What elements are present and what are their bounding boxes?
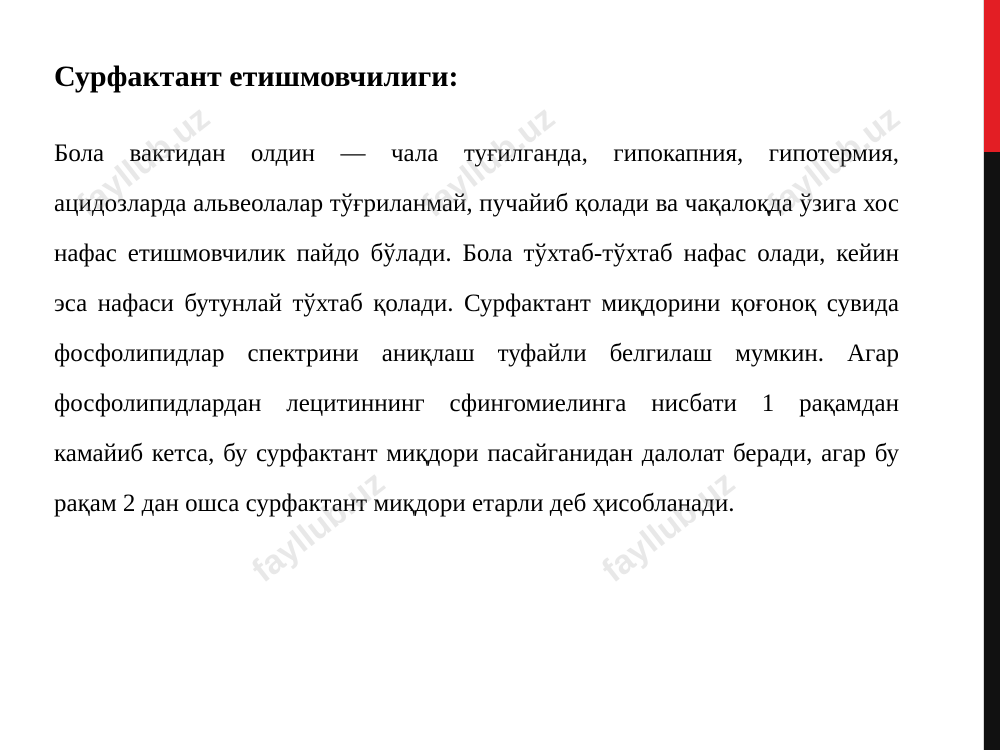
watermark: fayllub.uz (415, 98, 562, 225)
watermark: fayllub.uz (70, 98, 217, 225)
watermark: fayllub.uz (245, 463, 392, 590)
accent-divider-line (983, 0, 984, 750)
slide-body-text: Бола вактидан олдин — чала туғилганда, гипокапния, гипотермия, ацидозларда альвеолалар тўғриланмай, пучайиб қолади ва чақалоқда ўзига хос нафас етишмовчилик пайдо бўлади. Бола тўхтаб-тўхтаб нафас олади, кейин эса нафаси бутунлай тўхтаб қолади. Сурфактант миқдорини қоғоноқ сувида фосфолипидлар спектрини аниқлаш туфайли белгилаш мумкин. Агар фосфолипидлардан лецитиннинг сфингомиелинга нисбати 1 рақамдан камайиб кетса, бу сурфактант миқдори пасайганидан далолат беради, агар бу рақам 2 дан ошса сурфактант миқдори етарли деб ҳисобланади. (54, 140, 899, 517)
watermark: fayllub.uz (760, 98, 907, 225)
slide-title: Сурфактант етишмовчилиги: (54, 60, 459, 93)
accent-bar-black (984, 152, 1000, 750)
accent-bar-red (984, 0, 1000, 152)
watermark: fayllub.uz (595, 463, 742, 590)
